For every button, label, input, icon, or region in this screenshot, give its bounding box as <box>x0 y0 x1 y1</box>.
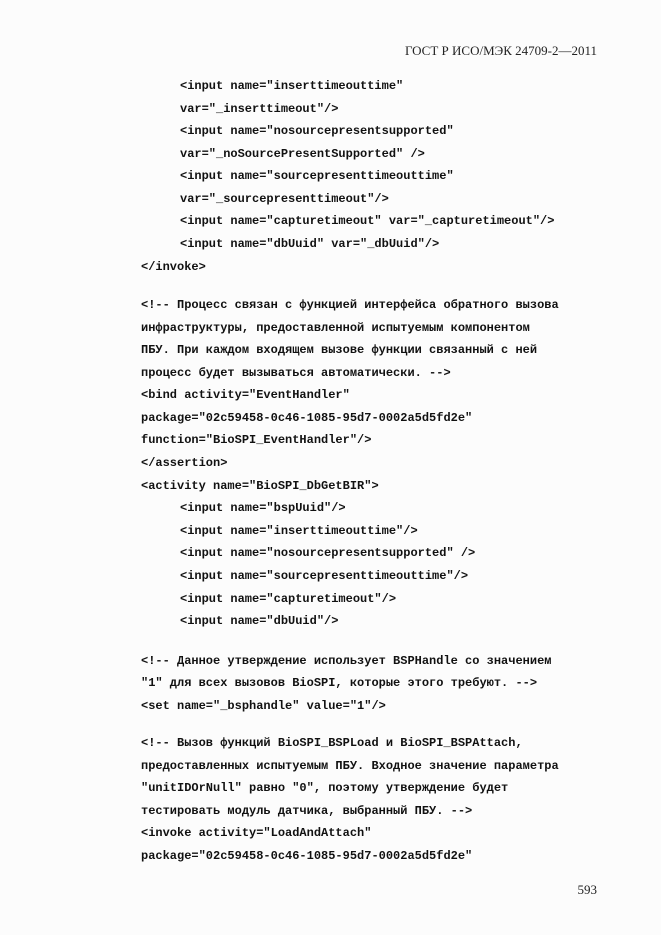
code-line: function="BioSPI_EventHandler"/> <box>141 433 372 447</box>
comment-line: процесс будет вызываться автоматически. --> <box>141 366 451 380</box>
code-line: <input name="dbUuid"/> <box>180 614 339 628</box>
code-line: <input name="bspUuid"/> <box>180 501 346 515</box>
code-line: <set name="_bsphandle" value="1"/> <box>141 699 386 713</box>
code-line: <input name="nosourcepresentsupported" <box>180 124 454 138</box>
code-line: <input name="capturetimeout"/> <box>180 592 397 606</box>
comment-line: <!-- Вызов функций BioSPI_BSPLoad и BioSPI_BSPAttach, <box>141 736 523 750</box>
code-line: </assertion> <box>141 456 228 470</box>
code-line: </invoke> <box>141 260 206 274</box>
code-line: package="02c59458-0c46-1085-95d7-0002a5d5fd2e" <box>141 411 473 425</box>
comment-line: <!-- Процесс связан с функцией интерфейса обратного вызова <box>141 298 559 312</box>
code-line: var="_sourcepresenttimeout"/> <box>180 192 389 206</box>
code-line: <input name="capturetimeout" var="_capturetimeout"/> <box>180 214 555 228</box>
code-line: <invoke activity="LoadAndAttach" <box>141 826 372 840</box>
comment-line: предоставленных испытуемым ПБУ. Входное значение параметра <box>141 759 559 773</box>
code-line: <input name="inserttimeouttime" <box>180 79 404 93</box>
page-number: 593 <box>577 882 597 897</box>
comment-line: <!-- Данное утверждение использует BSPHandle со значением <box>141 654 552 668</box>
standard-header: ГОСТ Р ИСО/МЭК 24709-2—2011 <box>404 43 597 58</box>
comment-line: "1" для всех вызовов BioSPI, которые этого требуют. --> <box>141 676 538 690</box>
code-line: var="_noSourcePresentSupported" /> <box>180 147 425 161</box>
code-line: var="_inserttimeout"/> <box>180 102 339 116</box>
code-line: <input name="sourcepresenttimeouttime" <box>180 169 454 183</box>
code-line: <input name="inserttimeouttime"/> <box>180 524 418 538</box>
code-line: <bind activity="EventHandler" <box>141 388 350 402</box>
code-line: <input name="dbUuid" var="_dbUuid"/> <box>180 237 440 251</box>
comment-line: ПБУ. При каждом входящем вызове функции связанный с ней <box>141 343 538 357</box>
code-line: <input name="sourcepresenttimeouttime"/> <box>180 569 469 583</box>
comment-line: инфраструктуры, предоставленной испытуемым компонентом <box>141 321 530 335</box>
comment-line: "unitIDOrNull" равно "0", поэтому утверждение будет <box>141 781 509 795</box>
code-line: <input name="nosourcepresentsupported" /> <box>180 546 476 560</box>
code-line: package="02c59458-0c46-1085-95d7-0002a5d5fd2e" <box>141 849 473 863</box>
code-line: <activity name="BioSPI_DbGetBIR"> <box>141 479 379 493</box>
comment-line: тестировать модуль датчика, выбранный ПБУ. --> <box>141 804 473 818</box>
